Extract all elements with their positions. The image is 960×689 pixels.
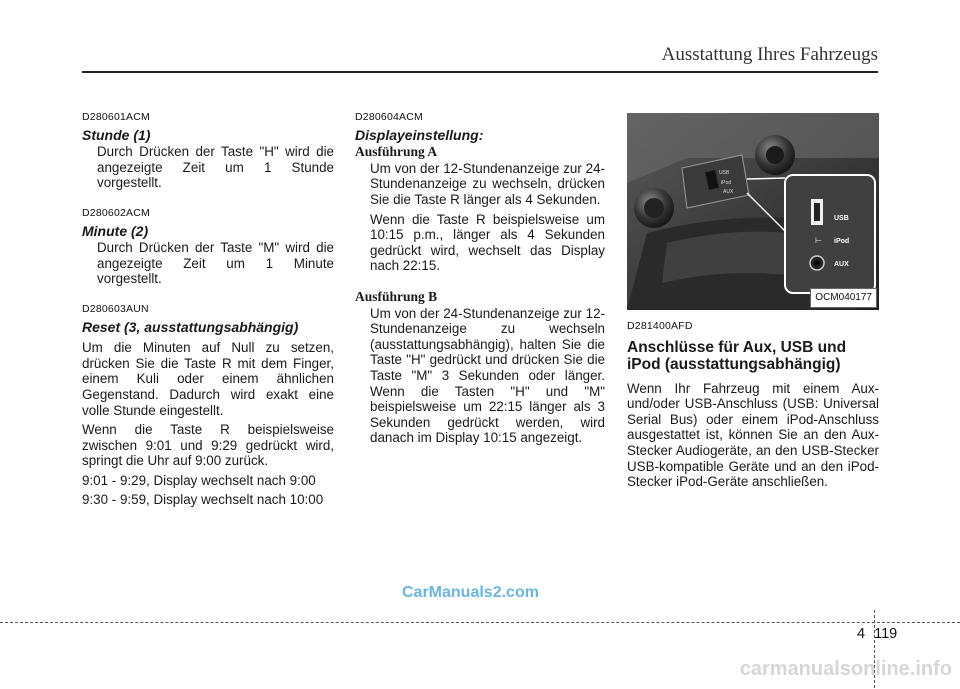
section-code-display: D280604ACM	[355, 111, 423, 123]
text-variant-a-1: Um von der 12-Stundenanzeige zur 24-Stundenanzeige zu wechseln, drücken Sie die Taste R länger als 4 Sekunden.	[370, 160, 605, 207]
heading-variant-b: Ausführung B	[355, 288, 438, 304]
photo-usb-label: USB	[834, 215, 849, 222]
text-variant-b-1: Um von der 24-Stundenanzeige zur 12-Stundenanzeige zu wechseln (ausstattungsabhängig), halten Sie die Taste "H" gedrückt und drücken Sie die Taste "M" 3 Sekunden oder länger. Wenn die Tasten "H" und "M" beispielsweise um 22:15 länger als 3 Sekunden gedrückt werden, wird danach im Display 10:15 angezeigt.	[370, 305, 605, 446]
column-1	[82, 110, 334, 508]
heading-reset: Reset (3, ausstattungsabhängig)	[82, 318, 299, 335]
section-code-reset: D280603AUN	[82, 302, 149, 315]
watermark-link[interactable]: CarManuals2.com	[402, 584, 539, 601]
column-2	[355, 110, 605, 446]
text-minute: Durch Drücken der Taste "M" wird die angezeigte Zeit um 1 Minute vorgestellt.	[97, 240, 334, 287]
section-code-minute: D280602ACM	[82, 206, 150, 219]
text-connectors: Wenn Ihr Fahrzeug mit einem Aux- und/oder USB-Anschluss (USB: Universal Serial Bus) oder einem iPod-Anschluss ausgestattet ist, können Sie an den Aux-Stecker Audiogeräte, an den USB-Stecker USB-kompatible Geräte und an den iPod-Stecker iPod-Geräte anschließen.	[627, 380, 879, 490]
heading-minute: Minute (2)	[82, 222, 149, 239]
heading-connectors: Anschlüsse für Aux, USB und iPod (ausstattungsabhängig)	[627, 338, 847, 373]
header-rule	[82, 71, 878, 73]
connector-photo-illustration	[627, 113, 879, 310]
text-variant-a-2: Wenn die Taste R beispielsweise um 10:15 p.m., länger als 4 Sekunden gedrückt wird, wechselt das Display nach 22:15.	[370, 211, 605, 274]
text-reset-3: 9:01 - 9:29, Display wechselt nach 9:00	[82, 472, 316, 488]
connector-photo	[627, 113, 879, 310]
photo-ipod-label: iPod	[834, 238, 850, 245]
svg-text:⊢: ⊢	[815, 236, 822, 245]
photo-label: OCM040177	[810, 288, 877, 308]
heading-variant-a: Ausführung A	[355, 144, 438, 160]
section-code-stunde: D280601ACM	[82, 111, 150, 123]
text-reset-1: Um die Minuten auf Null zu setzen, drücken Sie die Taste R mit dem Finger, einem Kuli oder einem ähnlichen Gegenstand. Dadurch wird exakt eine volle Stunde eingestellt.	[82, 340, 334, 418]
photo-small-usb-label: USB	[719, 170, 730, 176]
photo-small-ipod-label: iPod	[721, 180, 732, 186]
heading-display: Displayeinstellung:	[355, 126, 484, 143]
site-watermark: carmanualsonline.info	[739, 658, 952, 680]
text-stunde: Durch Drücken der Taste "H" wird die angezeigte Zeit um 1 Stunde vorgestellt.	[97, 144, 334, 191]
column-3	[627, 113, 879, 490]
header-title: Ausstattung Ihres Fahrzeugs	[661, 44, 878, 65]
section-code-connectors: D281400AFD	[627, 320, 693, 332]
page-number	[857, 626, 897, 642]
text-reset-4: 9:30 - 9:59, Display wechselt nach 10:00	[82, 492, 324, 508]
text-reset-2: Wenn die Taste R beispielsweise zwischen 9:01 und 9:29 gedrückt wird, springt die Uhr auf 9:00 zurück.	[82, 422, 334, 469]
page-number-value: 119	[874, 626, 898, 642]
footer-rule	[0, 622, 960, 623]
heading-stunde: Stunde (1)	[82, 126, 151, 143]
photo-small-aux-label: AUX	[723, 189, 734, 195]
photo-aux-label: AUX	[834, 261, 849, 268]
chapter-number: 4	[857, 626, 866, 642]
